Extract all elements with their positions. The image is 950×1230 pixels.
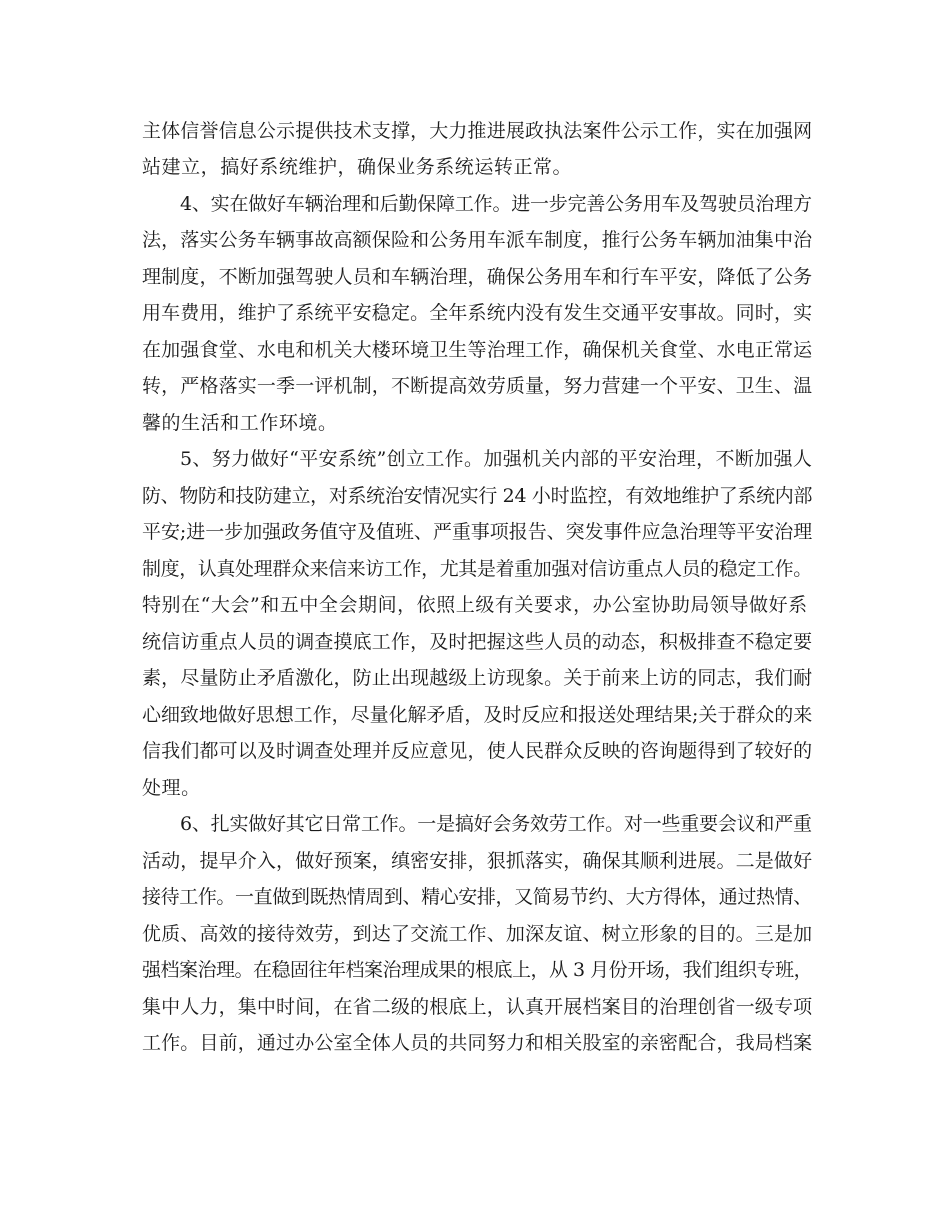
paragraph-start-line: 5、努力做好“平安系统”创立工作。加强机关内部的平安治理，不断加强人	[180, 448, 813, 470]
text-line: 心细致地做好思想工作，尽量化解矛盾，及时反应和报送处理结果;关于群众的来	[142, 704, 813, 726]
paragraph-start-line: 4、实在做好车辆治理和后勤保障工作。进一步完善公务用车及驾驶员治理方	[180, 193, 812, 215]
text-line: 集中人力，集中时间，在省二级的根底上，认真开展档案目的治理创省一级专项	[142, 996, 813, 1018]
text-line: 理制度，不断加强驾驶人员和车辆治理，确保公务用车和行车平安，降低了公务	[142, 266, 813, 288]
text-line: 处理。	[142, 777, 201, 799]
text-line: 转，严格落实一季一评机制，不断提高效劳质量，努力营建一个平安、卫生、温	[142, 375, 813, 397]
paragraph-start-line: 6、扎实做好其它日常工作。一是搞好会务效劳工作。对一些重要会议和严重	[180, 813, 812, 835]
text-line: 在加强食堂、水电和机关大楼环境卫生等治理工作，确保机关食堂、水电正常运	[142, 339, 813, 361]
text-line: 接待工作。一直做到既热情周到、精心安排，又简易节约、大方得体，通过热情、	[142, 886, 812, 908]
text-line: 主体信誉信息公示提供技术支撑，大力推进展政执法案件公示工作，实在加强网	[142, 120, 813, 142]
text-line: 统信访重点人员的调查摸底工作，及时把握这些人员的动态，积极排查不稳定要	[142, 631, 813, 653]
text-line: 优质、高效的接待效劳，到达了交流工作、加深友谊、树立形象的目的。三是加	[142, 923, 813, 945]
text-line: 制度，认真处理群众来信来访工作，尤其是着重加强对信访重点人员的稳定工作。	[142, 558, 812, 580]
text-line: 法，落实公务车辆事故高额保险和公务用车派车制度，推行公务车辆加油集中治	[142, 229, 813, 251]
text-line: 用车费用，维护了系统平安稳定。全年系统内没有发生交通平安事故。同时，实	[142, 302, 813, 324]
text-line: 信我们都可以及时调查处理并反应意见，使人民群众反映的咨询题得到了较好的	[142, 740, 813, 762]
text-line: 站建立，搞好系统维护，确保业务系统运转正常。	[142, 156, 573, 178]
text-line: 素，尽量防止矛盾激化，防止出现越级上访现象。关于前来上访的同志，我们耐	[142, 667, 813, 689]
text-line: 工作。目前，通过办公室全体人员的共同努力和相关股室的亲密配合，我局档案	[142, 1032, 813, 1054]
text-line: 防、物防和技防建立，对系统治安情况实行 24 小时监控，有效地维护了系统内部	[142, 485, 813, 507]
text-line: 馨的生活和工作环境。	[142, 412, 338, 434]
text-line: 强档案治理。在稳固往年档案治理成果的根底上，从 3 月份开场，我们组织专班，	[142, 959, 813, 981]
text-line: 特别在“大会”和五中全会期间，依照上级有关要求，办公室协助局领导做好系	[142, 594, 808, 616]
text-line: 活动，提早介入，做好预案，缜密安排，狠抓落实，确保其顺利进展。二是做好	[142, 850, 813, 872]
text-line: 平安;进一步加强政务值守及值班、严重事项报告、突发事件应急治理等平安治理	[142, 521, 813, 543]
